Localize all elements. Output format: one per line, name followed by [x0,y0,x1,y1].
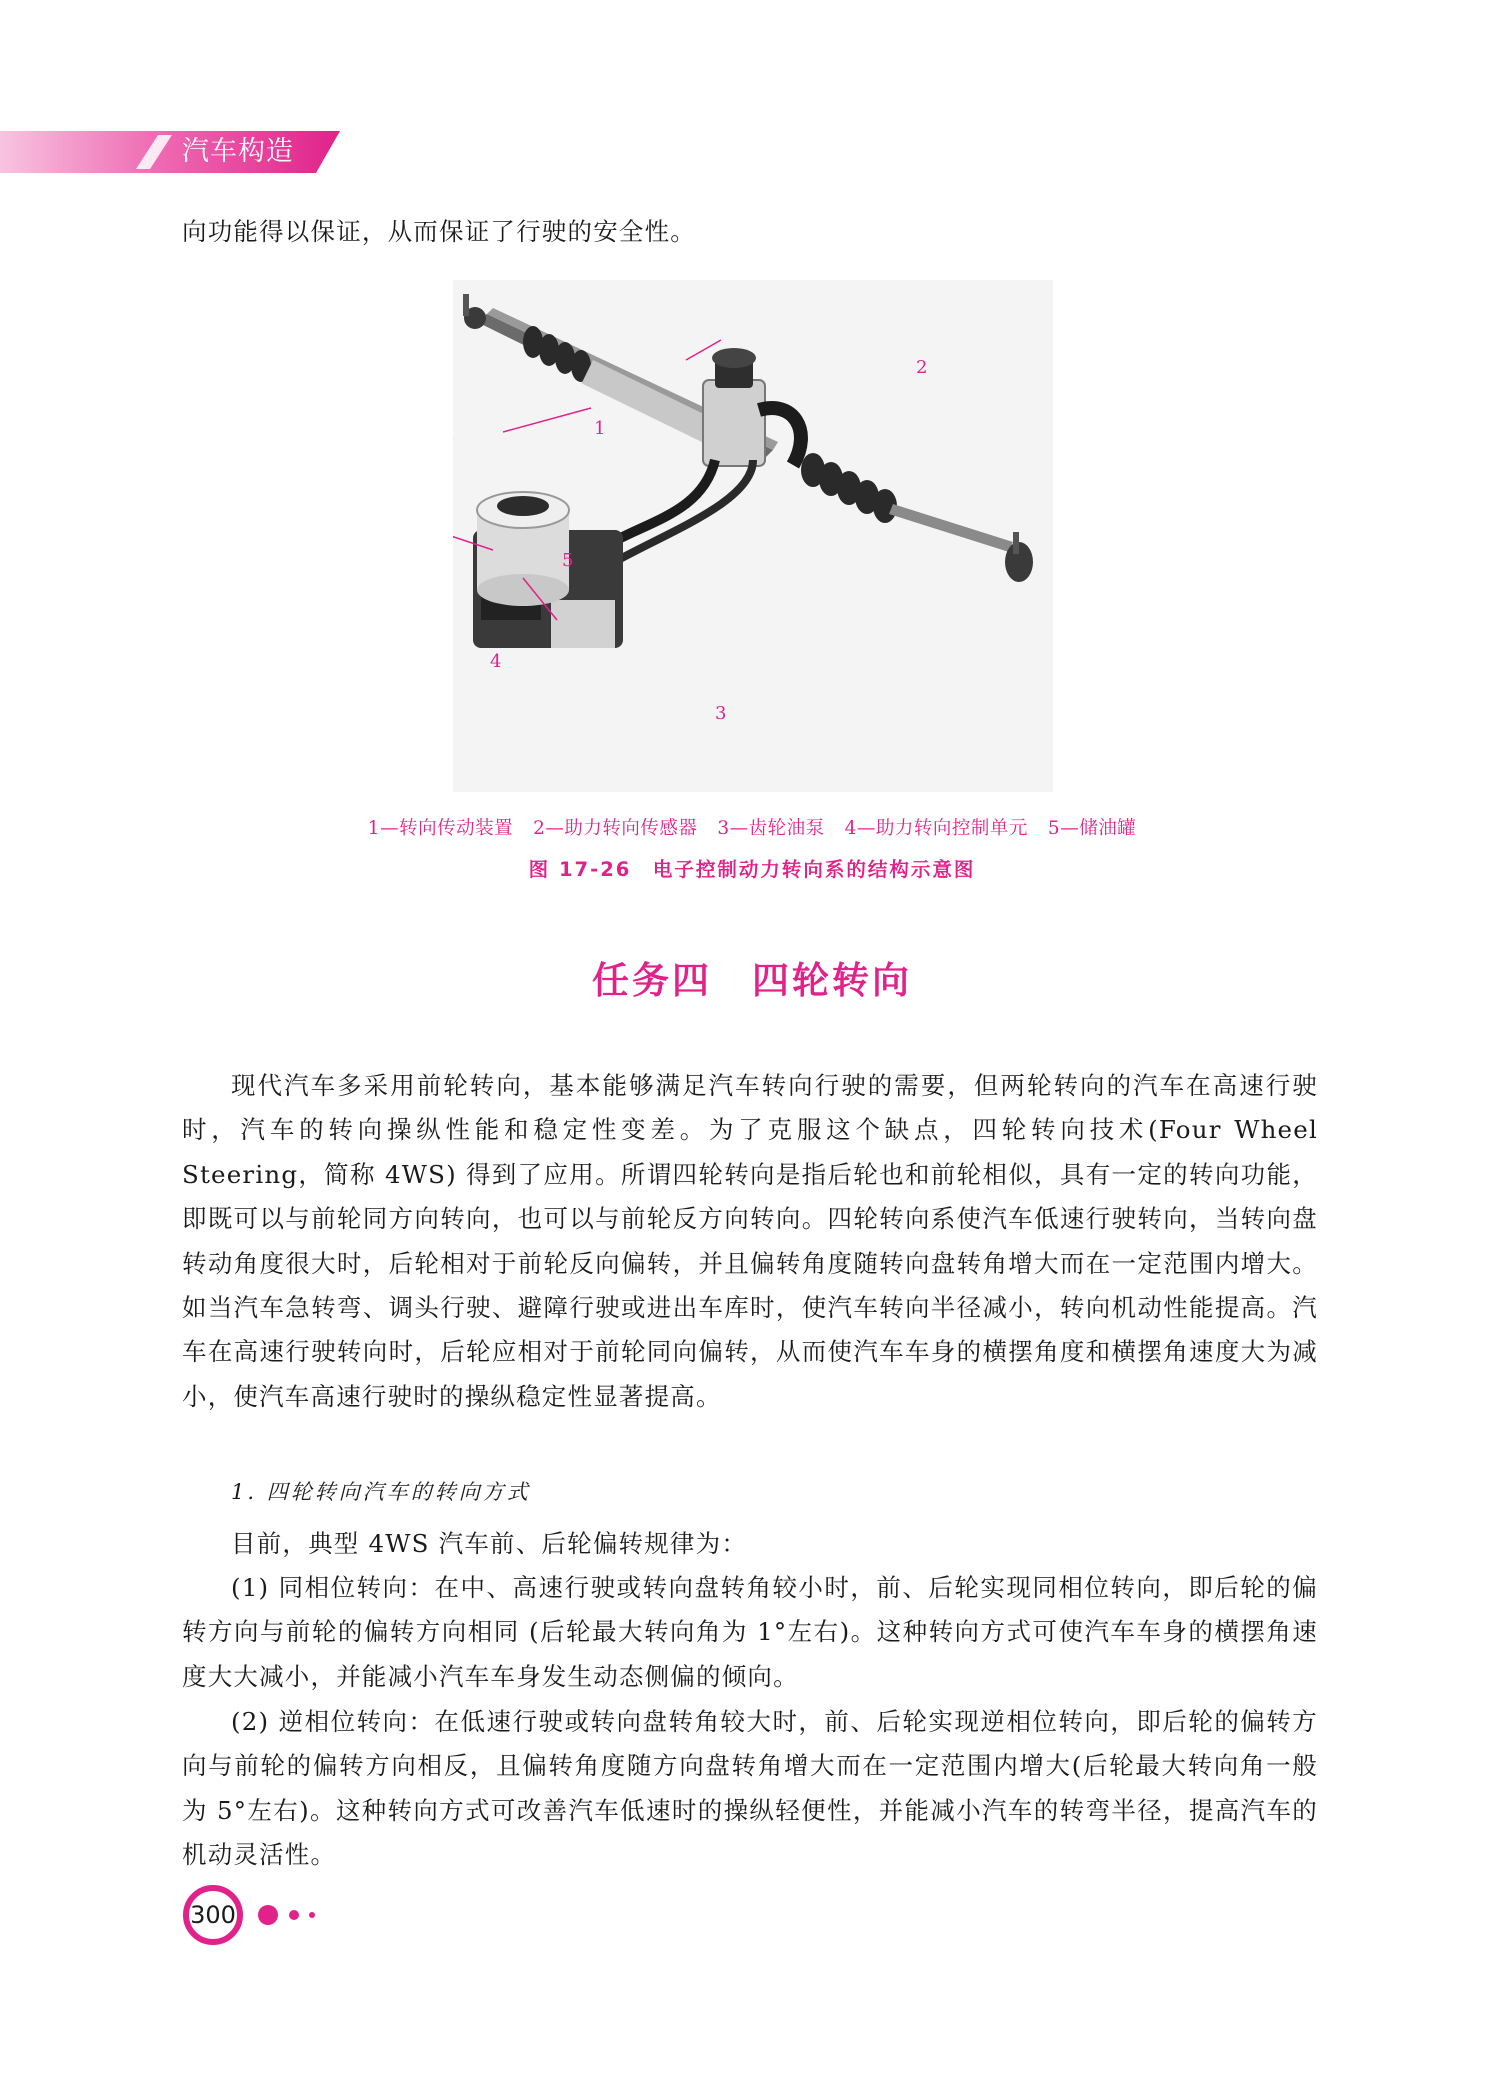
section-name: 四轮转向 [752,958,912,1002]
callout-2: 2 [916,357,928,378]
body-paragraph-4: (2) 逆相位转向：在低速行驶或转向盘转角较大时，前、后轮实现逆相位转向，即后轮的偏转方向与前轮的偏转方向相反，且偏转角度随方向盘转角增大而在一定范围内增大(后轮最大转向角一般为 5°左右)。这种转向方式可改善汽车低速时的操纵轻便性，并能减小汽车的转弯半径，提高汽车的机动灵活性。 [182,1707,1318,1870]
section-title [0,950,1504,1004]
callout-4: 4 [490,651,502,672]
callout-5: 5 [562,550,574,571]
legend-item: 1—转向传动装置 [367,818,514,839]
figure-caption: 图 17-26 电子控制动力转向系的结构示意图 [528,858,976,881]
legend-item: 5—储油罐 [1047,818,1137,839]
page-dots-decoration [256,1900,336,1930]
legend-item: 2—助力转向传感器 [533,818,698,839]
steering-system-figure [453,280,1053,792]
book-title: 汽车构造 [182,136,294,167]
callout-1: 1 [594,418,606,439]
legend-item: 4—助力转向控制单元 [844,818,1028,839]
body-paragraph-2: 目前，典型 4WS 汽车前、后轮偏转规律为： [231,1529,748,1558]
intro-fragment: 向功能得以保证，从而保证了行驶的安全性。 [182,217,696,246]
subheading: 1. 四轮转向汽车的转向方式 [231,1480,531,1504]
figure-legend [0,814,1504,840]
section-number: 任务四 [592,958,712,1002]
body-paragraph-1: 现代汽车多采用前轮转向，基本能够满足汽车转向行驶的需要，但两轮转向的汽车在高速行驶时，汽车的转向操纵性能和稳定性变差。为了克服这个缺点，四轮转向技术(Four Wheel Steering，简称 4WS) 得到了应用。所谓四轮转向是指后轮也和前轮相似，具有一定的转向功能，即既可以与前轮同方向转向，也可以与前轮反方向转向。四轮转向系使汽车低速行驶转向，当转向盘转动角度很大时，后轮相对于前轮反向偏转，并且偏转角度随转向盘转角增大而在一定范围内增大。如当汽车急转弯、调头行驶、避障行驶或进出车库时，使汽车转向半径减小，转向机动性能提高。汽车在高速行驶转向时，后轮应相对于前轮同向偏转，从而使汽车车身的横摆角度和横摆角速度大为减小，使汽车高速行驶时的操纵稳定性显著提高。 [182,1071,1318,1411]
callout-3: 3 [715,703,727,724]
page-number: 300 [190,1901,236,1929]
body-paragraph-3: (1) 同相位转向：在中、高速行驶或转向盘转角较小时，前、后轮实现同相位转向，即后轮的偏转方向与前轮的偏转方向相同 (后轮最大转向角为 1°左右)。这种转向方式可使汽车车身的横摆角速度大大减小，并能减小汽车车身发生动态侧偏的倾向。 [182,1573,1318,1691]
legend-item: 3—齿轮油泵 [717,818,825,839]
